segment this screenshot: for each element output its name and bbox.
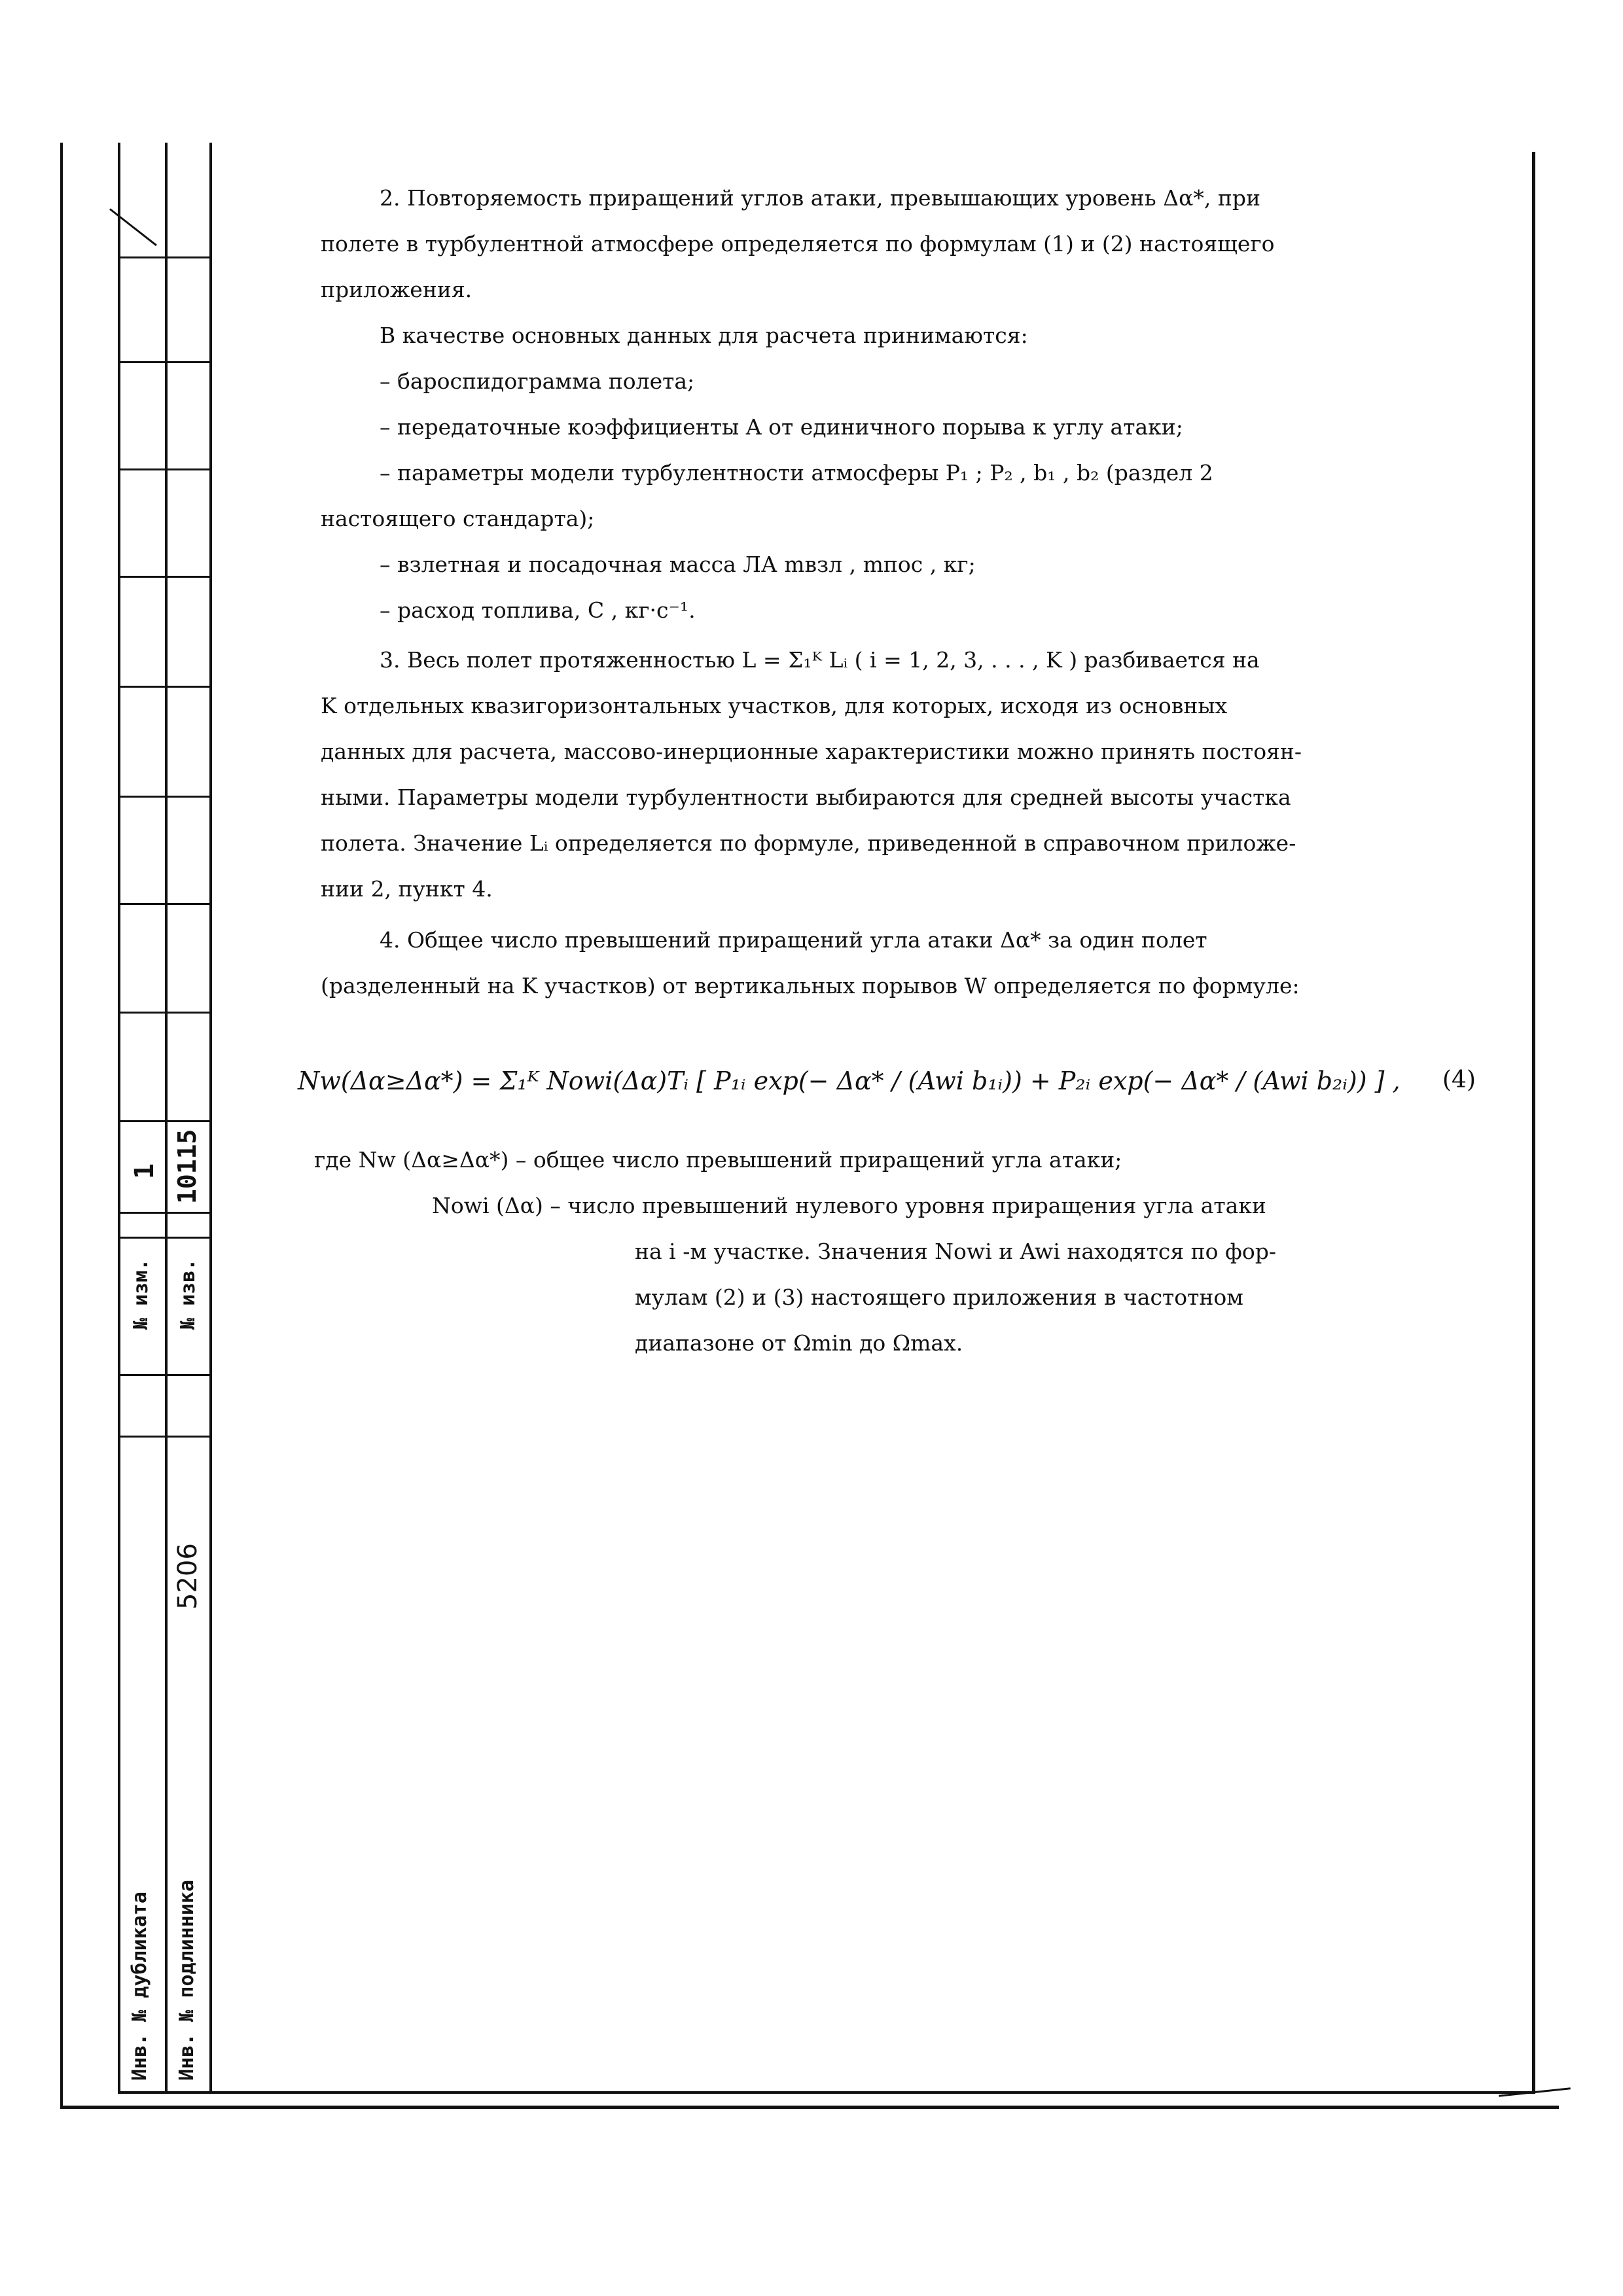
revision-value: 1 (130, 1163, 160, 1179)
paragraph-3-line2: K отдельных квазигоризонтальных участков, для которых, исходя из основных (321, 693, 1228, 718)
formula-4-number: (4) (1442, 1067, 1476, 1093)
duplicate-inventory-label: Инв. № дубликата (128, 1892, 151, 2081)
stamp-row-line (118, 256, 211, 258)
stamp-diagonal-mark (109, 208, 157, 246)
frame-inner-bottom-border (118, 2091, 1535, 2094)
list-item-1: – бароспидограмма полета; (380, 368, 695, 394)
frame-bottom-border (60, 2106, 1559, 2109)
notice-label: № изв. (177, 1258, 200, 1330)
stamp-col-left (118, 143, 120, 2094)
stamp-row-line (118, 1212, 211, 1214)
paragraph-3-line3: данных для расчета, массово-инерционные характеристики можно принять постоян- (321, 739, 1302, 764)
stamp-row-line (118, 796, 211, 798)
definition-nowi: Nowi (Δα) – число превышений нулевого уровня приращения угла атаки (432, 1193, 1266, 1218)
frame-left-border (60, 143, 63, 2108)
paragraph-2-line3: приложения. (321, 277, 473, 302)
stamp-row-line (118, 1237, 211, 1239)
original-inventory-label: Инв. № подлинника (175, 1879, 198, 2081)
main-text (321, 175, 1459, 1009)
basis-intro: В качестве основных данных для расчета принимаются: (380, 323, 1028, 348)
stamp-row-line (118, 1436, 211, 1438)
list-item-4: – взлетная и посадочная масса ЛА mвзл , mпос , кг; (380, 552, 976, 577)
revision-label: № изм. (130, 1258, 152, 1330)
stamp-row-line (118, 686, 211, 688)
stamp-row-line (118, 361, 211, 363)
stamp-row-line (118, 576, 211, 578)
definition-nowi-cont3: диапазоне от Ωmin до Ωmax. (635, 1330, 963, 1356)
stamp-col-middle (165, 143, 168, 2094)
frame-inner-left-border (209, 143, 212, 2094)
formula-4-expression: Nw(Δα≥Δα*) = Σ₁ᴷ Nowi(Δα)Tᵢ [ P₁ᵢ exp(− Δα* / (Awi b₁ᵢ)) + P₂ᵢ exp(− Δα* / (Awi b₂ᵢ)) ] , (298, 1067, 1400, 1095)
list-item-5: – расход топлива, C , кг·с⁻¹. (380, 597, 696, 623)
paragraph-3-line1: 3. Весь полет протяженностью L = Σ₁ᴷ Lᵢ ( i = 1, 2, 3, . . . , K ) разбивается на (380, 647, 1260, 673)
notice-value: 10115 (173, 1129, 202, 1204)
list-item-3-line2: настоящего стандарта); (321, 506, 595, 531)
paragraph-4-line2: (разделенный на K участков) от вертикальных порывов W определяется по формуле: (321, 973, 1300, 998)
stamp-row-line (118, 468, 211, 470)
paragraph-3-line6: нии 2, пункт 4. (321, 876, 493, 902)
definitions (314, 1137, 1466, 1366)
definition-nw: где Nw (Δα≥Δα*) – общее число превышений приращений угла атаки; (314, 1147, 1122, 1173)
paragraph-3-line4: ными. Параметры модели турбулентности выбираются для средней высоты участка (321, 785, 1291, 810)
list-item-3-line1: – параметры модели турбулентности атмосферы P₁ ; P₂ , b₁ , b₂ (раздел 2 (380, 460, 1213, 486)
stamp-row-line (118, 903, 211, 905)
formula-4 (298, 1040, 1476, 1139)
definition-nowi-cont1: на i -м участке. Значения Nowi и Awi находятся по фор- (635, 1239, 1276, 1264)
list-item-2: – передаточные коэффициенты A от единичного порыва к углу атаки; (380, 414, 1183, 440)
inventory-value: 5206 (173, 1543, 203, 1610)
paragraph-2-line2: полете в турбулентной атмосфере определяется по формулам (1) и (2) настоящего (321, 231, 1275, 256)
definition-nowi-cont2: мулам (2) и (3) настоящего приложения в частотном (635, 1284, 1243, 1310)
stamp-row-line (118, 1120, 211, 1122)
paragraph-4-line1: 4. Общее число превышений приращений угла атаки Δα* за один полет (380, 927, 1207, 953)
stamp-row-line (118, 1374, 211, 1376)
paragraph-3-line5: полета. Значение Lᵢ определяется по формуле, приведенной в справочном приложе- (321, 830, 1296, 856)
frame-right-border (1532, 152, 1535, 2094)
paragraph-2-line1: 2. Повторяемость приращений углов атаки, превышающих уровень Δα*, при (380, 185, 1260, 211)
stamp-row-line (118, 1012, 211, 1014)
